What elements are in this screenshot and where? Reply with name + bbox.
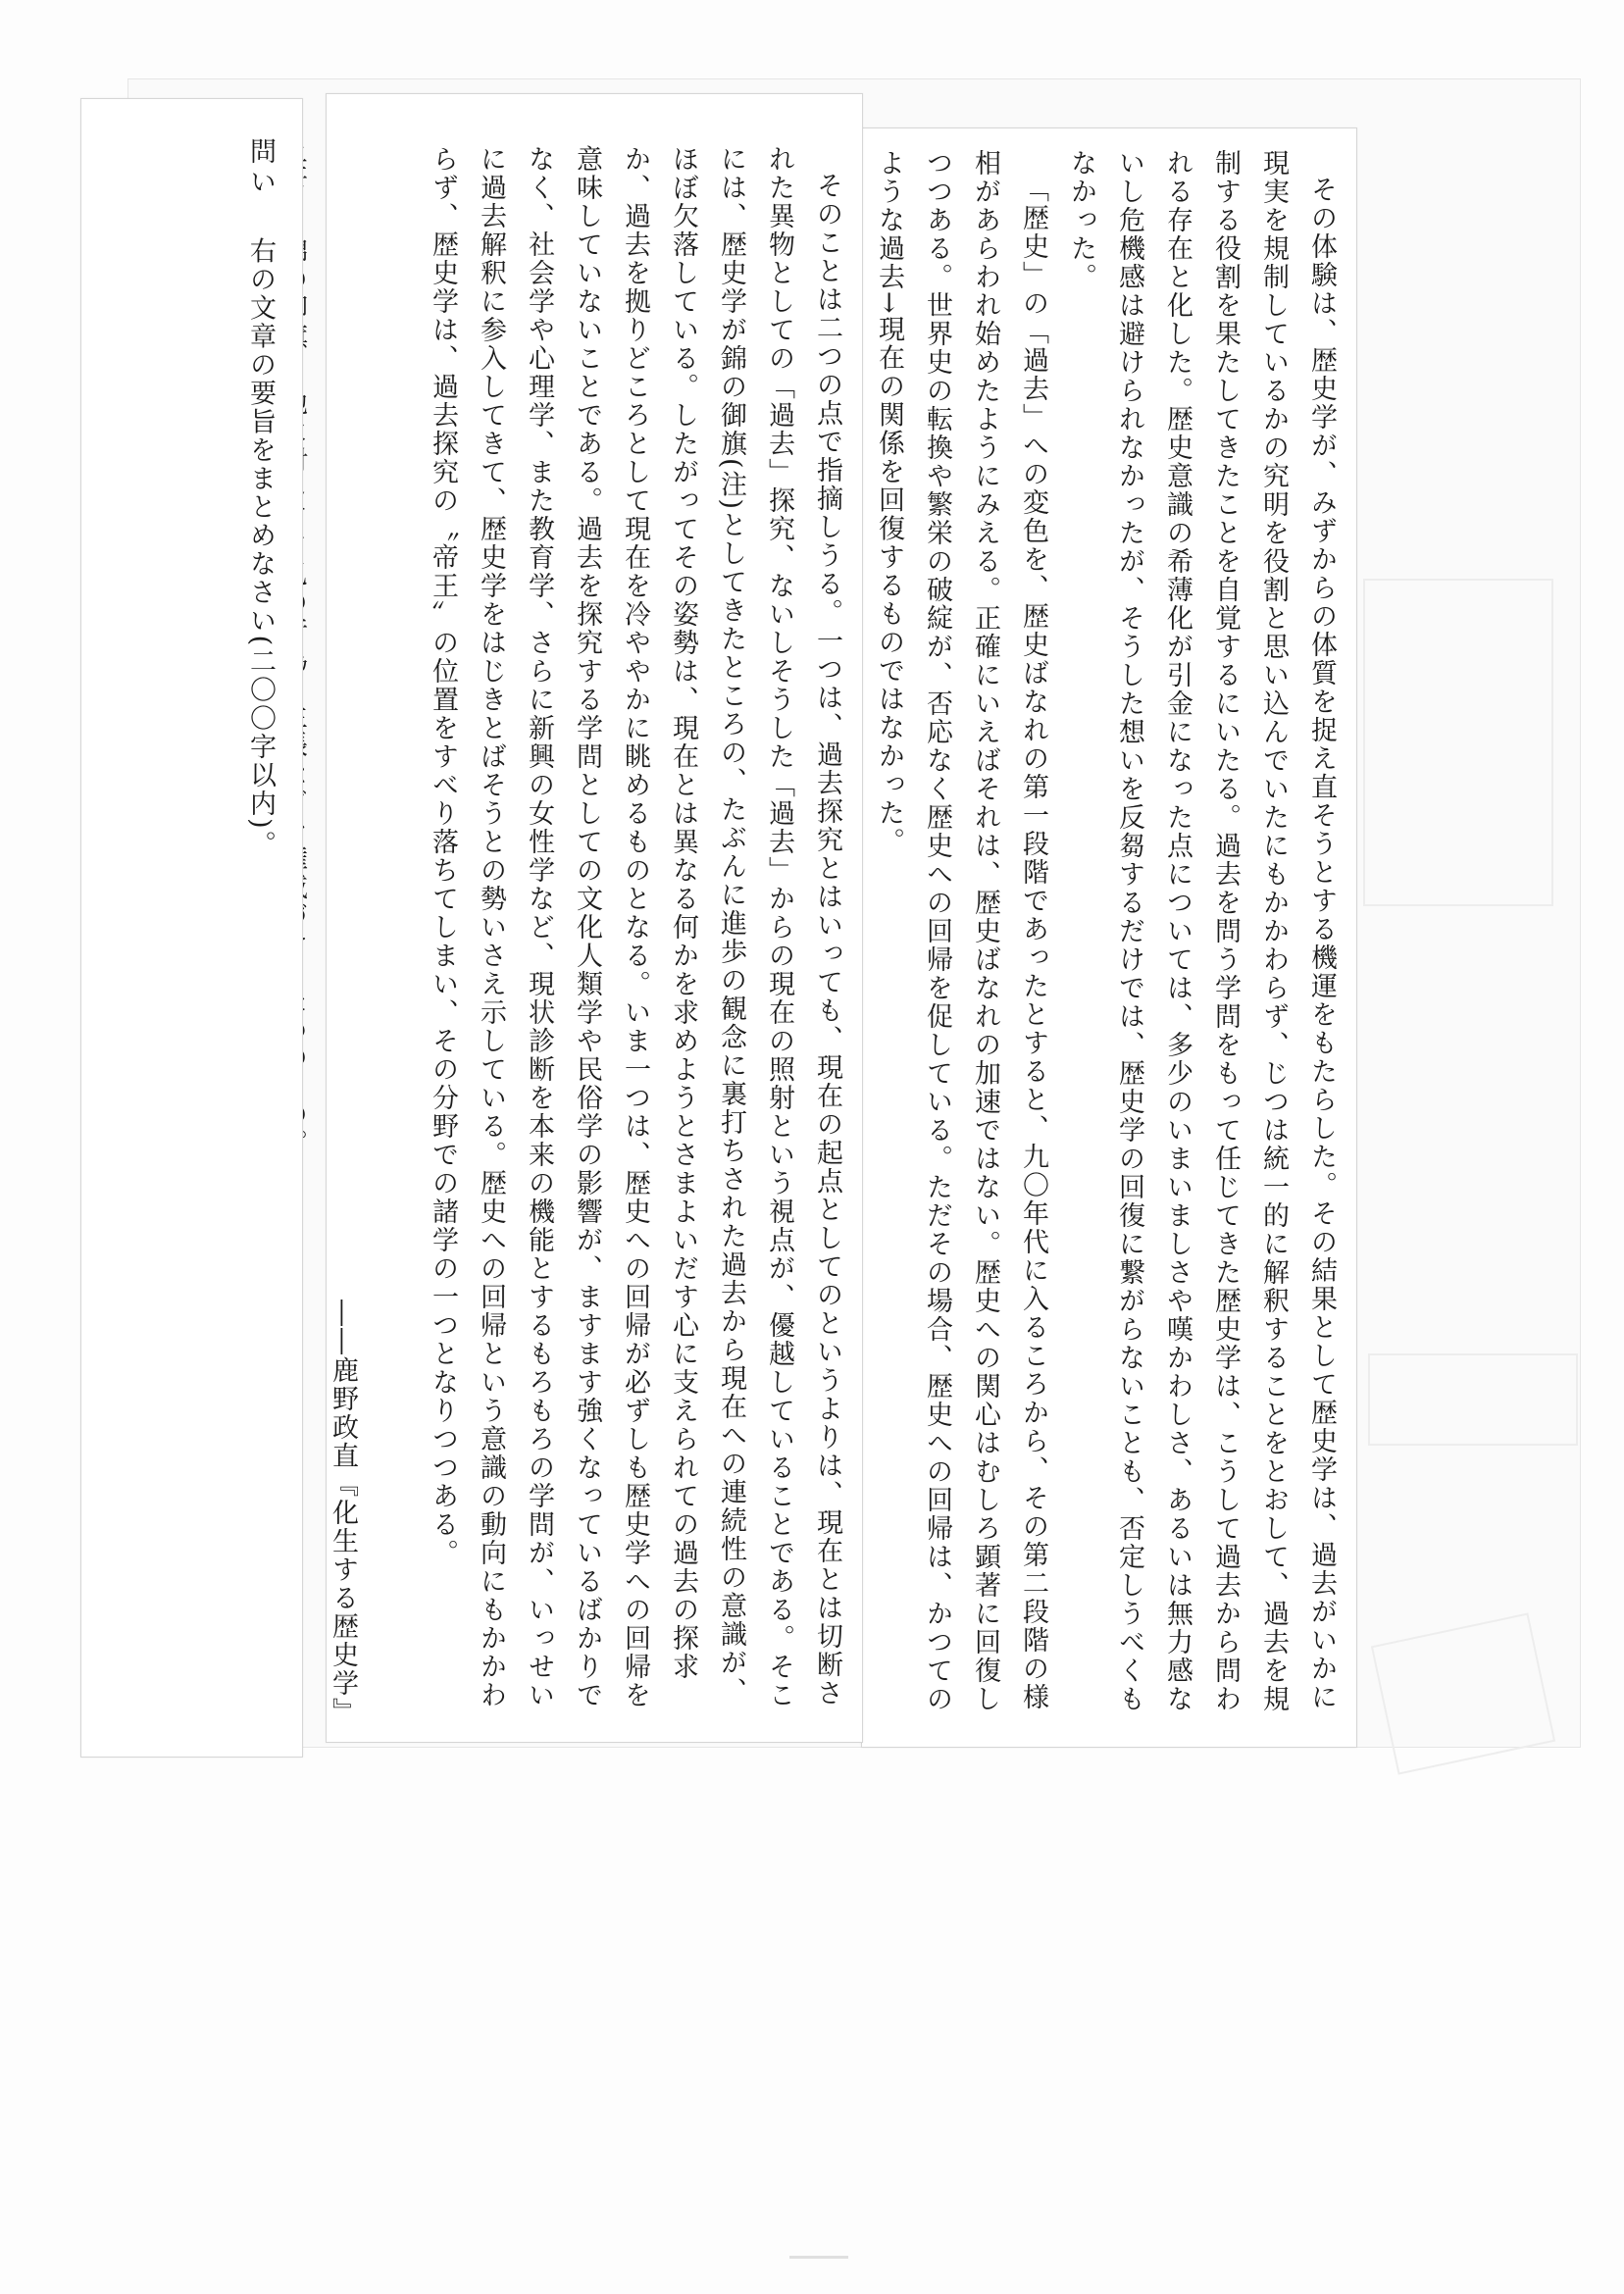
question bbox=[98, 137, 284, 1726]
scan-mark bbox=[789, 2256, 848, 2259]
paragraph: その体験は、歴史学が、みずからの体質を捉え直そうとする機運をもたらした。その結果として歴史学は、過去がいかに現実を規制しているかの究明を役割と思い込んでいたにもかかわらず、じつは統一的に解釈することをとおして、過去を規制する役割を果たしてきたことを自覚するにいたる。過去を問う学問をもって任じてきた歴史学は、こうして過去から問われる存在と化した。歴史意識の希薄化が引金になった点については、多少のいまいましさや嘆かわしさ、あるいは無力感ないし危機感は避けられなかったが、そうした想いを反芻するだけでは、歴史学の回復に繋がらないことも、否定しうべくもなかった。 bbox=[1066, 149, 1337, 1713]
paragraph: そのことは二つの点で指摘しうる。一つは、過去探究とはいっても、現在の起点としてのというよりは、現在とは切断された異物としての「過去」探究、ないしそうした「過去」からの現在の照射という視点が、優越していることである。そこには、歴史学が錦の御旗(注)としてきたところの、たぶんに進歩の観念に裏打ちされた過去から現在への連続性の意識が、ほぼ欠落している。したがってその姿勢は、現在とは異なる何かを求めようとさまよいだす心に支えられての過去の探求か、過去を拠りどころとして現在を冷ややかに眺めるものとなる。いま一つは、歴史への回帰が必ずしも歴史学への回帰を意味していないことである。過去を探究する学問としての文化人類学や民俗学の影響が、ますます強くなっているばかりでなく、社会学や心理学、また教育学、さらに新興の女性学など、現状診断を本来の機能とするもろもろの学問が、いっせいに過去解釈に参入してきて、歴史学をはじきとばそうとの勢いさえ示している。歴史への回帰という意識の動向にもかかわらず、歴史学は、過去探究の〝帝王〟の位置をすべり落ちてしまい、その分野での諸学の一つとなりつつある。 bbox=[428, 145, 842, 1709]
question-text: 右の文章の要旨をまとめなさい(二〇〇字以内)。 bbox=[245, 236, 276, 859]
paragraph: 「歴史」の「過去」への変色を、歴史ばなれの第一段階であったとすると、九〇年代に入るころから、その第二段階の様相があらわれ始めたようにみえる。正確にいえばそれは、歴史ばなれの加速ではない。歴史への関心はむしろ顕著に回復しつつある。世界史の転換や繁栄の破綻が、否応なく歴史への回帰を促している。ただその場合、歴史への回帰は、かつてのような過去→現在の関係を回復するものではなかった。 bbox=[874, 149, 1048, 1713]
citation-dash: ―― bbox=[328, 1300, 358, 1356]
citation-title: 鹿野政直『化生する歴史学』 bbox=[328, 1356, 358, 1726]
source-citation bbox=[324, 1300, 362, 1726]
passage-column-1 bbox=[874, 149, 1345, 1730]
passage-column-2 bbox=[337, 145, 851, 1714]
background-figure bbox=[1368, 1353, 1578, 1446]
question-label: 問い bbox=[245, 137, 276, 198]
background-figure bbox=[1363, 579, 1553, 906]
